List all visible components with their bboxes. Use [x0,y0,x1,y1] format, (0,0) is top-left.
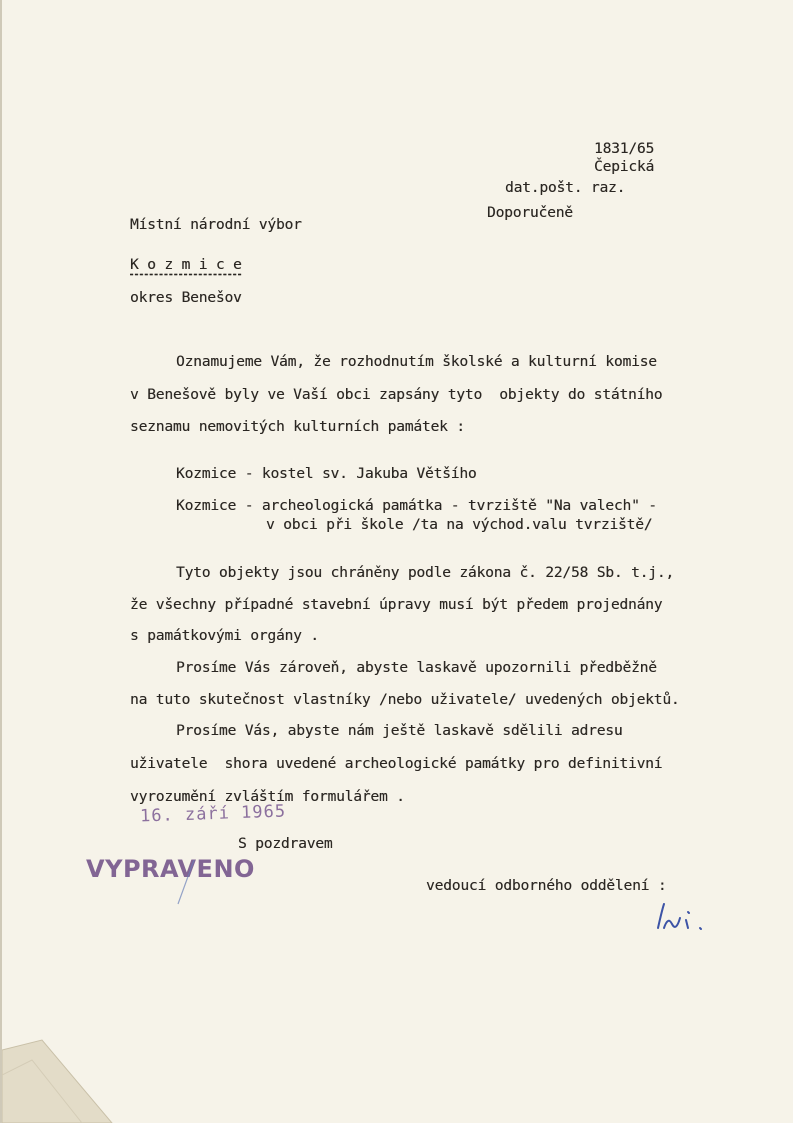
body-line: uživatele shora uvedené archeologické památky pro definitivní [130,755,663,772]
body-line: s památkovými orgány . [130,627,319,644]
date-stamp: 16. září 1965 [139,801,287,827]
monument-item: Kozmice - kostel sv. Jakuba Většího [176,465,477,482]
reference-number: 1831/65 [594,140,655,157]
signatory-title: vedoucí odborného oddělení : [426,877,667,894]
folded-corner [2,1030,122,1123]
signature-mark [654,898,714,938]
registered-note: Doporučeně [487,204,573,221]
body-line: Oznamujeme Vám, že rozhodnutím školské a kulturní komise [176,353,657,370]
monument-item-continuation: v obci při škole /ta na východ.valu tvrziště/ [266,516,653,533]
recipient-district: okres Benešov [130,289,242,306]
dispatch-note: dat.pošt. raz. [505,179,626,196]
body-line: že všechny případné stavební úpravy musí být předem projednány [130,596,663,613]
body-line: seznamu nemovitých kulturních památek : [130,418,465,435]
sent-stamp: VYPRAVENO [86,855,255,883]
body-line: Tyto objekty jsou chráněny podle zákona č. 22/58 Sb. t.j., [176,564,674,581]
body-line: Prosíme Vás zároveň, abyste laskavě upozornili předběžně [176,659,657,676]
monument-item: Kozmice - archeologická památka - tvrziště "Na valech" - [176,497,657,514]
recipient-name: Místní národní výbor [130,216,302,233]
reference-name: Čepická [594,158,655,175]
recipient-town: K o z m i c e [130,256,242,273]
greeting: S pozdravem [238,835,333,852]
body-line: Prosíme Vás, abyste nám ještě laskavě sdělili adresu [176,722,623,739]
body-line: na tuto skutečnost vlastníky /nebo uživatele/ uvedených objektů. [130,691,680,708]
pen-stroke-mark [172,858,202,908]
body-line: v Benešově byly ve Vaší obci zapsány tyto objekty do státního [130,386,663,403]
body-line: vyrozumění zvláštím formulářem . [130,788,405,805]
